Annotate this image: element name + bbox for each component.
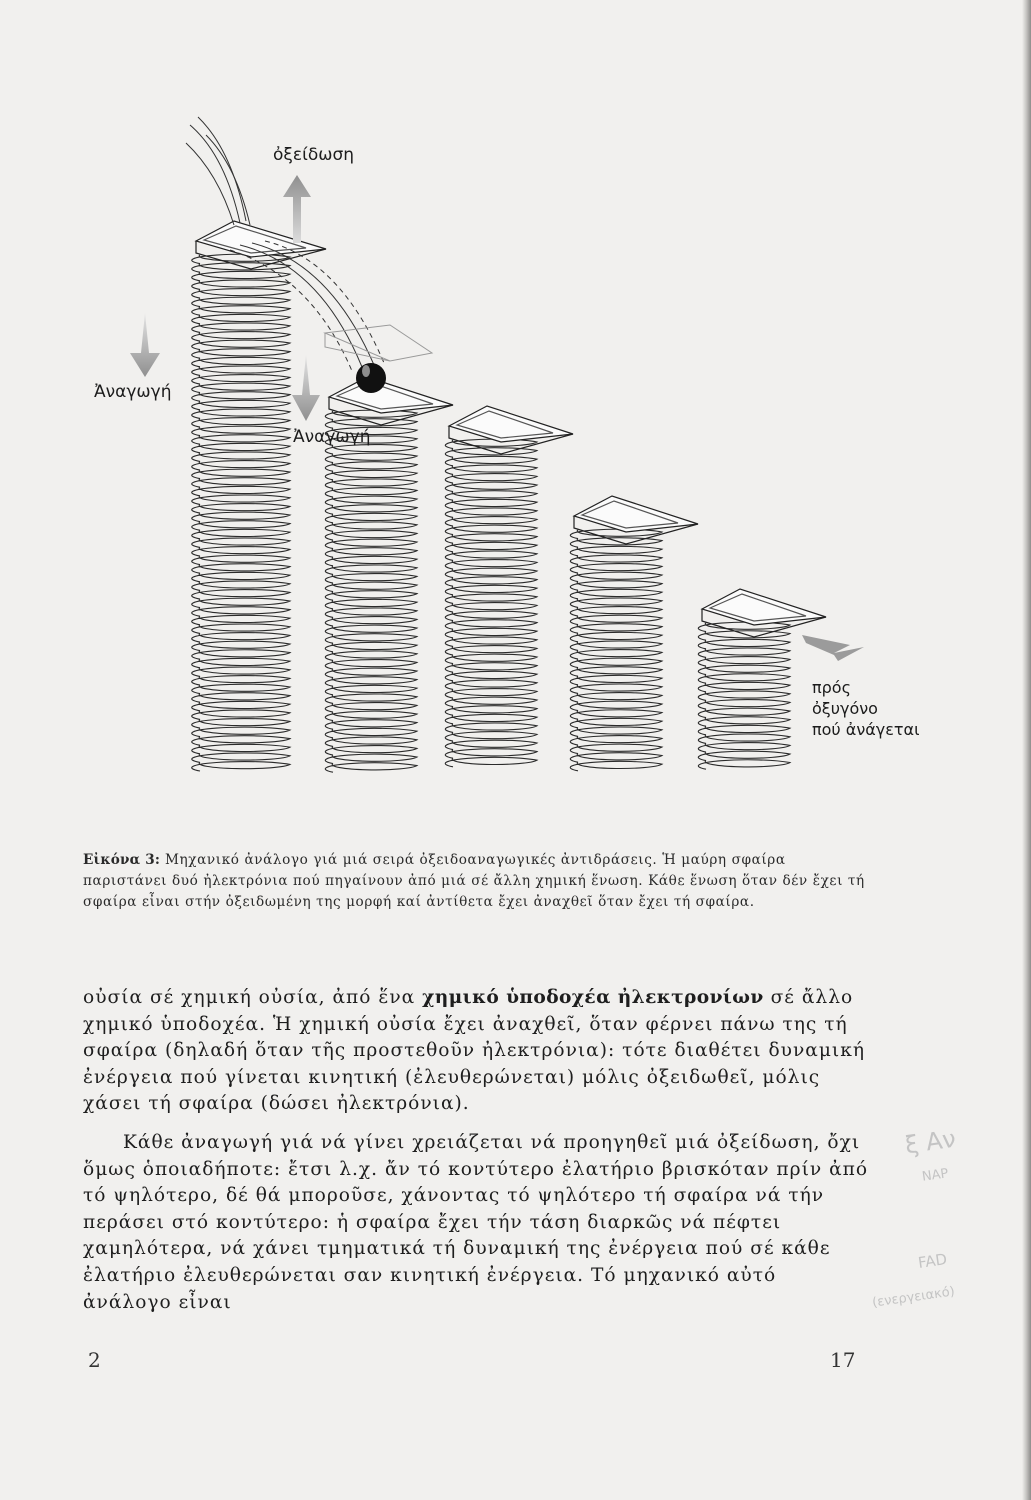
caption-label: Εἰκόνα 3: bbox=[83, 852, 161, 868]
ghost-tray bbox=[325, 325, 432, 361]
tray-1 bbox=[196, 221, 326, 269]
oxidation-arrow bbox=[283, 175, 311, 243]
spring-4 bbox=[570, 529, 662, 771]
pencil-note-3: FAD bbox=[916, 1250, 949, 1272]
acceptor-label-line3: πού ἀνάγεται bbox=[812, 720, 920, 739]
tray-5 bbox=[702, 589, 826, 637]
tray-2 bbox=[329, 377, 453, 425]
figure-caption bbox=[83, 850, 873, 913]
body-paragraph-1 bbox=[83, 985, 869, 1118]
acceptor-label-line2: ὀξυγόνο bbox=[812, 699, 878, 718]
pencil-note-1: ξ Αν bbox=[903, 1124, 958, 1160]
left-margin-number: 2 bbox=[88, 1348, 101, 1372]
pencil-note-2: ΝΑΡ bbox=[921, 1166, 950, 1185]
reduction-arrow-2 bbox=[292, 355, 320, 421]
p1-text-start: οὐσία σέ χημική οὐσία, ἀπό ἕνα bbox=[83, 987, 423, 1008]
reduction-label-2: Ἀναγωγή bbox=[293, 427, 371, 447]
page-number: 17 bbox=[830, 1348, 856, 1372]
tray-4 bbox=[574, 496, 698, 544]
caption-text: Μηχανικό ἀνάλογο γιά μιά σειρά ὀξειδοαναγωγικές ἀντιδράσεις. Ἡ μαύρη σφαίρα παριστάνει δυό ἠλεκτρόνια πού πηγαίνουν ἀπό μιά σέ ἄλλη χημική ἕνωση. Κάθε ἕνωση ὅταν δέν ἔχει τή σφαίρα εἶναι στήν ὀξειδωμένη της μορφή καί ἀντίθετα ἔχει ἀναχθεῖ ὅταν ἔχει τή σφαίρα. bbox=[83, 852, 865, 910]
acceptor-label-line1: πρός bbox=[812, 678, 851, 697]
spring-2 bbox=[325, 410, 417, 772]
to-oxygen-arrow bbox=[802, 635, 864, 661]
spring-5 bbox=[698, 622, 790, 769]
pencil-note-4: (ενεργειακό) bbox=[871, 1284, 956, 1311]
body-paragraph-2: Κάθε ἀναγωγή γιά νά γίνει χρειάζεται νά προηγηθεῖ μιά ὀξείδωση, ὄχι ὅμως ὁποιαδήποτε: ἔτσι λ.χ. ἄν τό κοντύτερο ἐλατήριο βρισκόταν πρίν ἀπό τό ψηλότερο, δέ θά μποροῦσε, χάνοντας τό ψηλότερο τή σφαίρα νά τήν περάσει στό κοντύτερο: ἡ σφαίρα ἔχει τήν τάση διαρκῶς νά πέφτει χαμηλότερα, νά χάνει τμηματικά τή δυναμική της ἐνέργεια πού σέ κάθε ἐλατήριο ἐλευθερώνεται σαν κινητική ἐνέργεια. Τό μηχανικό αὐτό ἀνάλογο εἶναι bbox=[83, 1132, 869, 1313]
tray-3 bbox=[449, 406, 573, 454]
p1-bold-term: χημικό ὑποδοχέα ἠλεκτρονίων bbox=[422, 987, 764, 1008]
oxidation-label: ὀξείδωση bbox=[273, 145, 355, 165]
reduction-label-1: Ἀναγωγή bbox=[94, 382, 172, 402]
spring-analogy-figure bbox=[90, 95, 970, 815]
spring-1 bbox=[192, 254, 290, 771]
electron-ball bbox=[356, 363, 386, 393]
binding-edge bbox=[1022, 0, 1031, 1500]
spring-3 bbox=[445, 439, 537, 767]
p1-text-end: σέ ἄλλο χημικό ὑποδοχέα. Ἡ χημική οὐσία ἔχει ἀναχθεῖ, ὅταν φέρνει πάνω της τή σφαίρα (δηλαδή ὅταν τῆς προστεθοῦν ἠλεκτρόνια): τότε διαθέτει δυναμική ἐνέργεια πού γίνεται κινητική (ἐλευθερώνεται) μόλις ὀξειδωθεῖ, μόλις χάσει τή σφαίρα (δώσει ἠλεκτρόνια). bbox=[83, 987, 865, 1115]
reduction-arrow-1 bbox=[130, 313, 160, 377]
